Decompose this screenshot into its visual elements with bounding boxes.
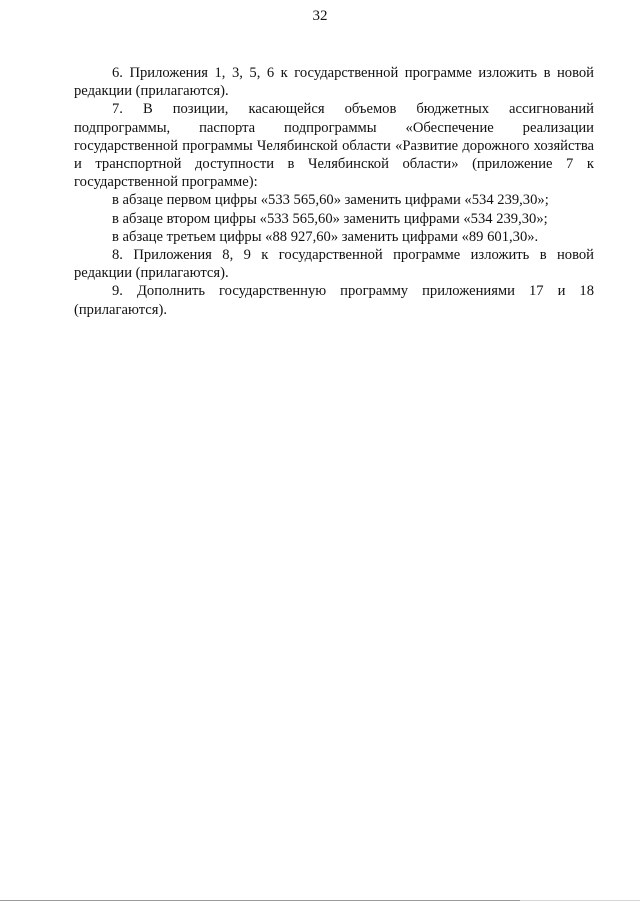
paragraph-item-9: 9. Дополнить государственную программу приложениями 17 и 18 (прилагаются). — [74, 283, 594, 318]
paragraph-item-7: 7. В позиции, касающейся объемов бюджетных ассигнований подпрограммы, паспорта подпрограммы «Обеспечение реализации государственной программы Челябинской области «Развитие дорожного хозяйства и транспортной доступности в Челябинской области» (приложение 7 к государственной программе): — [74, 101, 594, 191]
paragraph-item-8: 8. Приложения 8, 9 к государственной программе изложить в новой редакции (прилагаются). — [74, 247, 594, 282]
document-body — [74, 64, 594, 319]
bottom-scan-line — [0, 900, 520, 901]
paragraph-item-6: 6. Приложения 1, 3, 5, 6 к государственной программе изложить в новой редакции (прилагаются). — [74, 65, 594, 100]
paragraph-amendment-second: в абзаце втором цифры «533 565,60» заменить цифрами «534 239,30»; — [112, 210, 548, 227]
page-number: 32 — [312, 8, 328, 24]
bottom-scan-line-faint — [520, 900, 640, 901]
paragraph-amendment-third: в абзаце третьем цифры «88 927,60» заменить цифрами «89 601,30». — [112, 228, 539, 245]
paragraph-amendment-first: в абзаце первом цифры «533 565,60» заменить цифрами «534 239,30»; — [112, 192, 549, 209]
